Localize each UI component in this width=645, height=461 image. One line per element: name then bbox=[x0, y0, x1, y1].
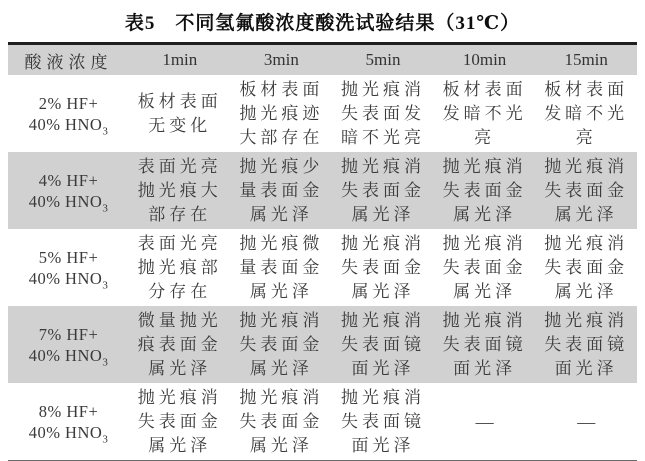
acid-concentration-cell bbox=[8, 383, 129, 461]
result-cell: 抛光痕消失表面金属光泽 bbox=[239, 310, 324, 378]
hno3-subscript: 3 bbox=[102, 201, 109, 214]
table-title: 表5 不同氢氟酸浓度酸洗试验结果（31℃） bbox=[124, 13, 521, 34]
result-cell: 板材表面无变化 bbox=[137, 91, 222, 135]
acid-hf-line: 7% HF+ bbox=[38, 324, 99, 344]
result-cell: 抛光痕微量表面金属光泽 bbox=[239, 233, 324, 301]
no-result-cell: — bbox=[475, 411, 494, 432]
result-cell: 抛光痕消失表面镜面光泽 bbox=[340, 387, 425, 455]
result-cell: 抛光痕消失表面金属光泽 bbox=[340, 156, 425, 224]
col-header-10min: 10min bbox=[462, 50, 507, 69]
header-row bbox=[8, 44, 637, 76]
col-header-5min: 5min bbox=[365, 50, 401, 69]
table-row bbox=[8, 383, 637, 461]
result-cell: 表面光亮抛光痕大部存在 bbox=[137, 156, 222, 224]
result-cell: 微量抛光痕表面金属光泽 bbox=[137, 310, 222, 378]
table-row bbox=[8, 306, 637, 383]
result-cell: 抛光痕消失表面金属光泽 bbox=[442, 156, 527, 224]
result-cell: 抛光痕消失表面金属光泽 bbox=[340, 233, 425, 301]
result-cell: 抛光痕消失表面金属光泽 bbox=[442, 233, 527, 301]
result-cell: 抛光痕消失表面镜面光泽 bbox=[442, 310, 527, 378]
result-cell: 抛光痕少量表面金属光泽 bbox=[239, 156, 324, 224]
acid-hno3-line: 40% $HNO_3$ bbox=[28, 114, 109, 137]
acid-concentration-cell bbox=[8, 306, 129, 383]
result-cell: 板材表面抛光痕迹大部存在 bbox=[239, 79, 324, 147]
table-row bbox=[8, 229, 637, 306]
hno3-subscript: 3 bbox=[102, 124, 109, 137]
table-row bbox=[8, 152, 637, 229]
acid-concentration-cell bbox=[8, 229, 129, 306]
acid-hno3-line: 40% $HNO_3$ bbox=[28, 345, 109, 368]
result-cell: 抛光痕消失表面金属光泽 bbox=[137, 387, 222, 455]
table-body bbox=[8, 75, 637, 461]
col-header-1min: 1min bbox=[162, 50, 198, 69]
result-cell: 板材表面发暗不光亮 bbox=[544, 79, 629, 147]
acid-hf-line: 8% HF+ bbox=[38, 401, 99, 421]
result-cell: 抛光痕消失表面镜面光泽 bbox=[544, 310, 629, 378]
col-header-acid-concentration: 酸液浓度 bbox=[24, 52, 113, 72]
acid-hno3-line: 40% $HNO_3$ bbox=[28, 268, 109, 291]
result-cell: 抛光痕消失表面金属光泽 bbox=[239, 387, 324, 455]
hno3-subscript: 3 bbox=[102, 355, 109, 368]
acid-hf-line: 2% HF+ bbox=[38, 93, 99, 113]
result-cell: 板材表面发暗不光亮 bbox=[442, 79, 527, 147]
acid-concentration-cell bbox=[8, 75, 129, 152]
hno3-subscript: 3 bbox=[102, 278, 109, 291]
acid-hf-line: 4% HF+ bbox=[38, 170, 99, 190]
results-table bbox=[8, 42, 637, 461]
col-header-15min: 15min bbox=[564, 50, 608, 69]
result-cell: 表面光亮抛光痕部分存在 bbox=[137, 233, 222, 301]
acid-hf-line: 5% HF+ bbox=[38, 247, 99, 267]
result-cell: 抛光痕消失表面金属光泽 bbox=[544, 233, 629, 301]
no-result-cell: — bbox=[577, 411, 596, 432]
col-header-3min: 3min bbox=[263, 50, 299, 69]
result-cell: 抛光痕消失表面镜面光泽 bbox=[340, 310, 425, 378]
hno3-subscript: 3 bbox=[102, 432, 109, 445]
acid-concentration-cell bbox=[8, 152, 129, 229]
result-cell: 抛光痕消失表面发暗不光亮 bbox=[340, 79, 425, 147]
table-row bbox=[8, 75, 637, 152]
result-cell: 抛光痕消失表面金属光泽 bbox=[544, 156, 629, 224]
acid-hno3-line: 40% $HNO_3$ bbox=[28, 191, 109, 214]
acid-hno3-line: 40% $HNO_3$ bbox=[28, 422, 109, 445]
